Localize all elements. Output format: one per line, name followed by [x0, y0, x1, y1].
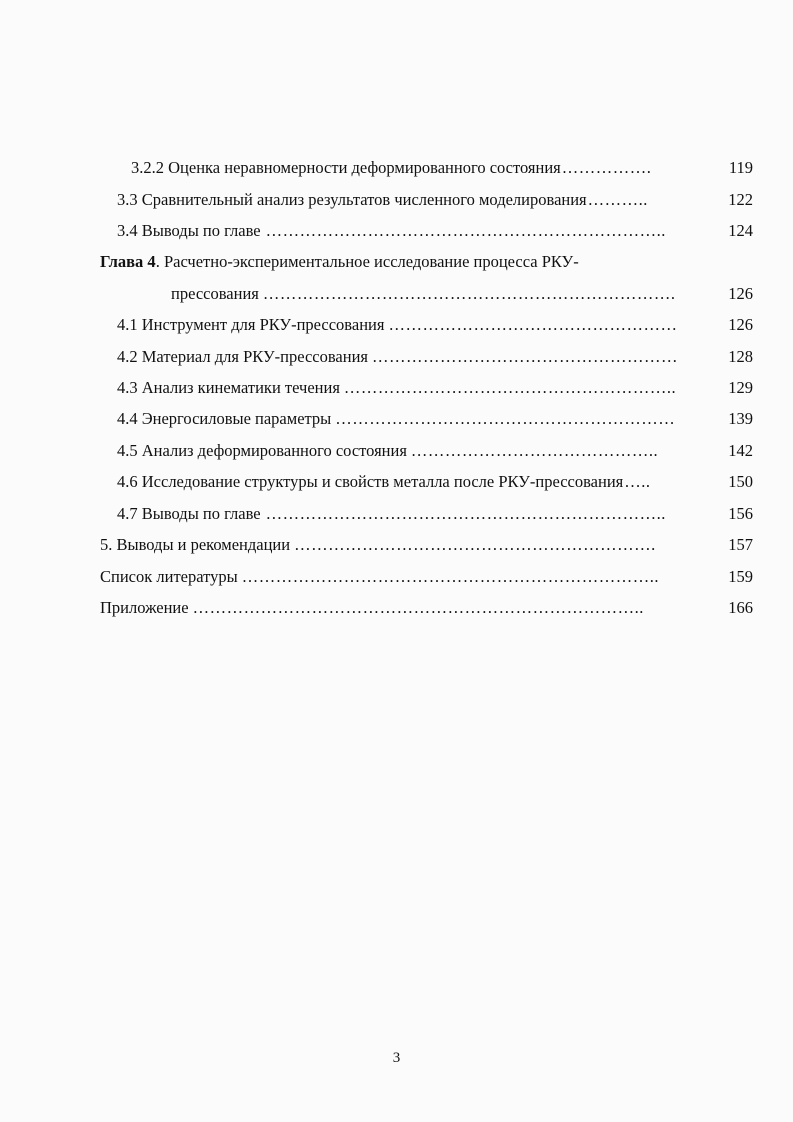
- toc-entry-3-4: [117, 219, 753, 243]
- toc-entry-4-2: [117, 345, 753, 369]
- toc-page-number: 128: [728, 347, 753, 366]
- toc-leader-dots: ……………………………………………………………..: [265, 221, 666, 240]
- toc-leader-dots: ……………………………………………: [388, 315, 678, 334]
- toc-page-number: 150: [728, 472, 753, 491]
- toc-leader-dots: ……………………………………………………………….: [262, 284, 676, 303]
- page-number: 3: [392, 1050, 401, 1066]
- toc-entry-title: 4.7 Выводы по главе: [117, 504, 261, 523]
- toc-page-number: 124: [728, 221, 753, 240]
- toc-chapter-4-heading: [100, 250, 660, 274]
- toc-entry-title: 3.2.2 Оценка неравномерности деформированного состояния: [131, 158, 561, 177]
- toc-entry-title: 3.4 Выводы по главе: [117, 221, 261, 240]
- toc-page-number: 157: [728, 535, 753, 554]
- toc-entry-5: [100, 533, 753, 557]
- toc-entry-title: 3.3 Сравнительный анализ результатов численного моделирования: [117, 190, 587, 209]
- toc-page-number: 142: [728, 441, 753, 460]
- toc-leader-dots: ………..: [587, 190, 648, 209]
- toc-leader-dots: ……………………………………………………: [335, 409, 676, 428]
- toc-entry-title: 4.5 Анализ деформированного состояния: [117, 441, 407, 460]
- toc-leader-dots: …………….: [561, 158, 652, 177]
- toc-entry-references: [100, 565, 753, 589]
- toc-leader-dots: ……………………………………..: [410, 441, 659, 460]
- toc-page-number: 119: [728, 158, 753, 177]
- toc-entry-title: 4.3 Анализ кинематики течения: [117, 378, 340, 397]
- toc-entry-3-2-2: [131, 156, 753, 180]
- toc-page-number: 126: [728, 315, 753, 334]
- toc-entry-title: Приложение: [100, 598, 189, 617]
- toc-page-number: 156: [728, 504, 753, 523]
- toc-page-number: 122: [728, 190, 753, 209]
- toc-leader-dots: …………………………………………………..: [343, 378, 677, 397]
- toc-leader-dots: ……………………………………………………………………..: [192, 598, 644, 617]
- toc-entry-title: 4.2 Материал для РКУ-прессования: [117, 347, 368, 366]
- toc-leader-dots: ……………………………………………………….: [294, 535, 656, 554]
- toc-page-number: 126: [728, 284, 753, 303]
- toc-leader-dots: …..: [624, 472, 651, 491]
- chapter-label: Глава 4: [100, 252, 156, 271]
- toc-page-number: 129: [728, 378, 753, 397]
- toc-entry-4-1: [117, 313, 753, 337]
- toc-entry-title: 5. Выводы и рекомендации: [100, 535, 291, 554]
- toc-entry-title: Список литературы: [100, 567, 238, 586]
- toc-entry-4-3: [117, 376, 753, 400]
- toc-entry-4-6: [117, 470, 753, 494]
- toc-entry-4-7: [117, 502, 753, 526]
- toc-page-number: 139: [728, 409, 753, 428]
- toc-entry-title: прессования: [171, 284, 259, 303]
- toc-entry-chapter-4-cont: [171, 282, 753, 306]
- toc-entry-appendix: [100, 596, 753, 620]
- toc-page-number: 166: [728, 598, 753, 617]
- toc-page-number: 159: [728, 567, 753, 586]
- toc-leader-dots: ………………………………………………: [372, 347, 678, 366]
- toc-entry-4-5: [117, 439, 753, 463]
- toc-entry-title: 4.4 Энергосиловые параметры: [117, 409, 332, 428]
- toc-leader-dots: ………………………………………………………………..: [241, 567, 659, 586]
- toc-leader-dots: ……………………………………………………………..: [265, 504, 666, 523]
- toc-entry-title: 4.6 Исследование структуры и свойств металла после РКУ-прессования: [117, 472, 624, 491]
- toc-entry-title: 4.1 Инструмент для РКУ-прессования: [117, 315, 385, 334]
- toc-entry-3-3: [117, 188, 753, 212]
- toc-entry-4-4: [117, 407, 753, 431]
- chapter-title: . Расчетно-экспериментальное исследование процесса РКУ-: [155, 252, 579, 271]
